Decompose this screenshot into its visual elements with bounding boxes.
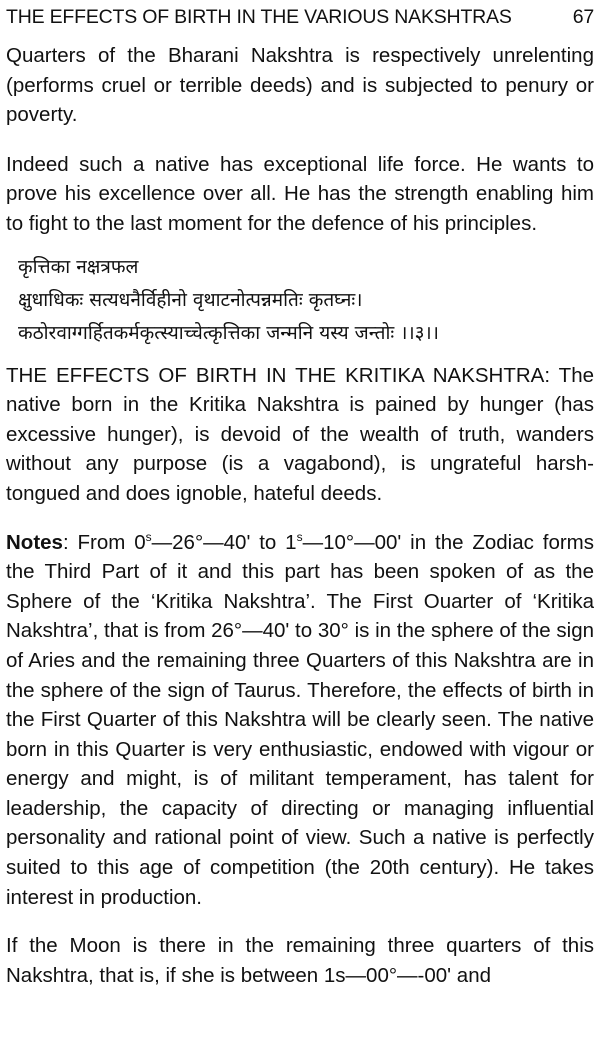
sanskrit-verse bbox=[18, 251, 594, 350]
sanskrit-verse-heading: कृत्तिका नक्षत्रफल bbox=[18, 255, 139, 278]
paragraph-moon-quarters: If the Moon is there in the remaining three quarters of this Nakshtra, that is, if she is between 1s—00°—-00' and bbox=[6, 934, 594, 987]
running-head bbox=[6, 4, 594, 30]
notes-degree-range: —26°—40' to 1 bbox=[151, 530, 297, 554]
page-number: 67 bbox=[572, 6, 594, 28]
sign-superscript: s bbox=[296, 529, 303, 544]
sanskrit-verse-line: क्षुधाधिकः सत्यधनैर्विहीनो वृथाटनोत्पन्नमतिः कृतघ्नः। bbox=[18, 288, 363, 311]
sign-superscript: s bbox=[145, 529, 152, 544]
running-head-title: THE EFFECTS OF BIRTH IN THE VARIOUS NAKSHTRAS bbox=[6, 6, 512, 28]
notes-label: Notes bbox=[6, 530, 63, 554]
book-page bbox=[6, 0, 594, 1050]
paragraph-kritika-effects: THE EFFECTS OF BIRTH IN THE KRITIKA NAKSHTRA: The native born in the Kritika Nakshtra is pained by hunger (has excessive hunger), is devoid of the wealth of truth, wanders without any purpose (is a vagabond), is ungrateful harsh-tongued and does ignoble, hateful deeds. bbox=[6, 363, 594, 505]
notes-body-text: —10°—00' in the Zodiac forms the Third Part of it and this part has been spoken of as the Sphere of the ‘Kritika Nakshtra’. The First Ouarter of ‘Kritika Nakshtra’, that is from 26°—40' to 30° is in the sphere of the sign of Aries and the remaining three Quarters of this Nakshtra are in the sphere of the sign of Taurus. Therefore, the effects of birth in the First Quarter of this Nakshtra will be clearly seen. The native born in this Quarter is very enthusiastic, endowed with vigour or energy and might, is of militant temperament, has talent for leadership, the capacity of directing or managing influential personality and rational point of view. Such a native is perfectly suited to this age of competition (the 20th century). He takes interest in production. bbox=[6, 530, 594, 909]
paragraph-life-force: Indeed such a native has exceptional life force. He wants to prove his excellence over all. He has the strength enabling him to fight to the last moment for the defence of his principles. bbox=[6, 152, 594, 235]
notes-degree-value: 0 bbox=[134, 530, 146, 554]
paragraph-bharani-quarters: Quarters of the Bharani Nakshtra is respectively unrelenting (performs cruel or terrible deeds) and is subjected to penury or poverty. bbox=[6, 44, 594, 127]
sanskrit-verse-line: कठोरवाग्गर्हितकर्मकृत्स्याच्चेत्कृत्तिका जन्मनि यस्य जन्तोः ।।३।। bbox=[18, 321, 439, 344]
paragraph-notes: Notes: From 0$^s$—26°—40' to 1$^s$—10°—00' in the Zodiac forms the Third Part of it and this part has been spoken of as the Sphere of the ‘Kritika Nakshtra’. The First Ouarter of ‘Kritika Nakshtra’, that is from 26°—40' to 30° is in the sphere of the sign of Aries and the remaining three Quarters of this Nakshtra are in the sphere of the sign of Taurus. Therefore, the effects of birth in the First Quarter of this Nakshtra will be clearly seen. The native born in this Quarter is very enthusiastic, endowed with vigour or energy and might, is of militant temperament, has talent for leadership, the capacity of directing or managing influential personality and rational point of view. Such a native is perfectly suited to this age of competition (the 20th century). He takes interest in production. bbox=[6, 529, 594, 909]
